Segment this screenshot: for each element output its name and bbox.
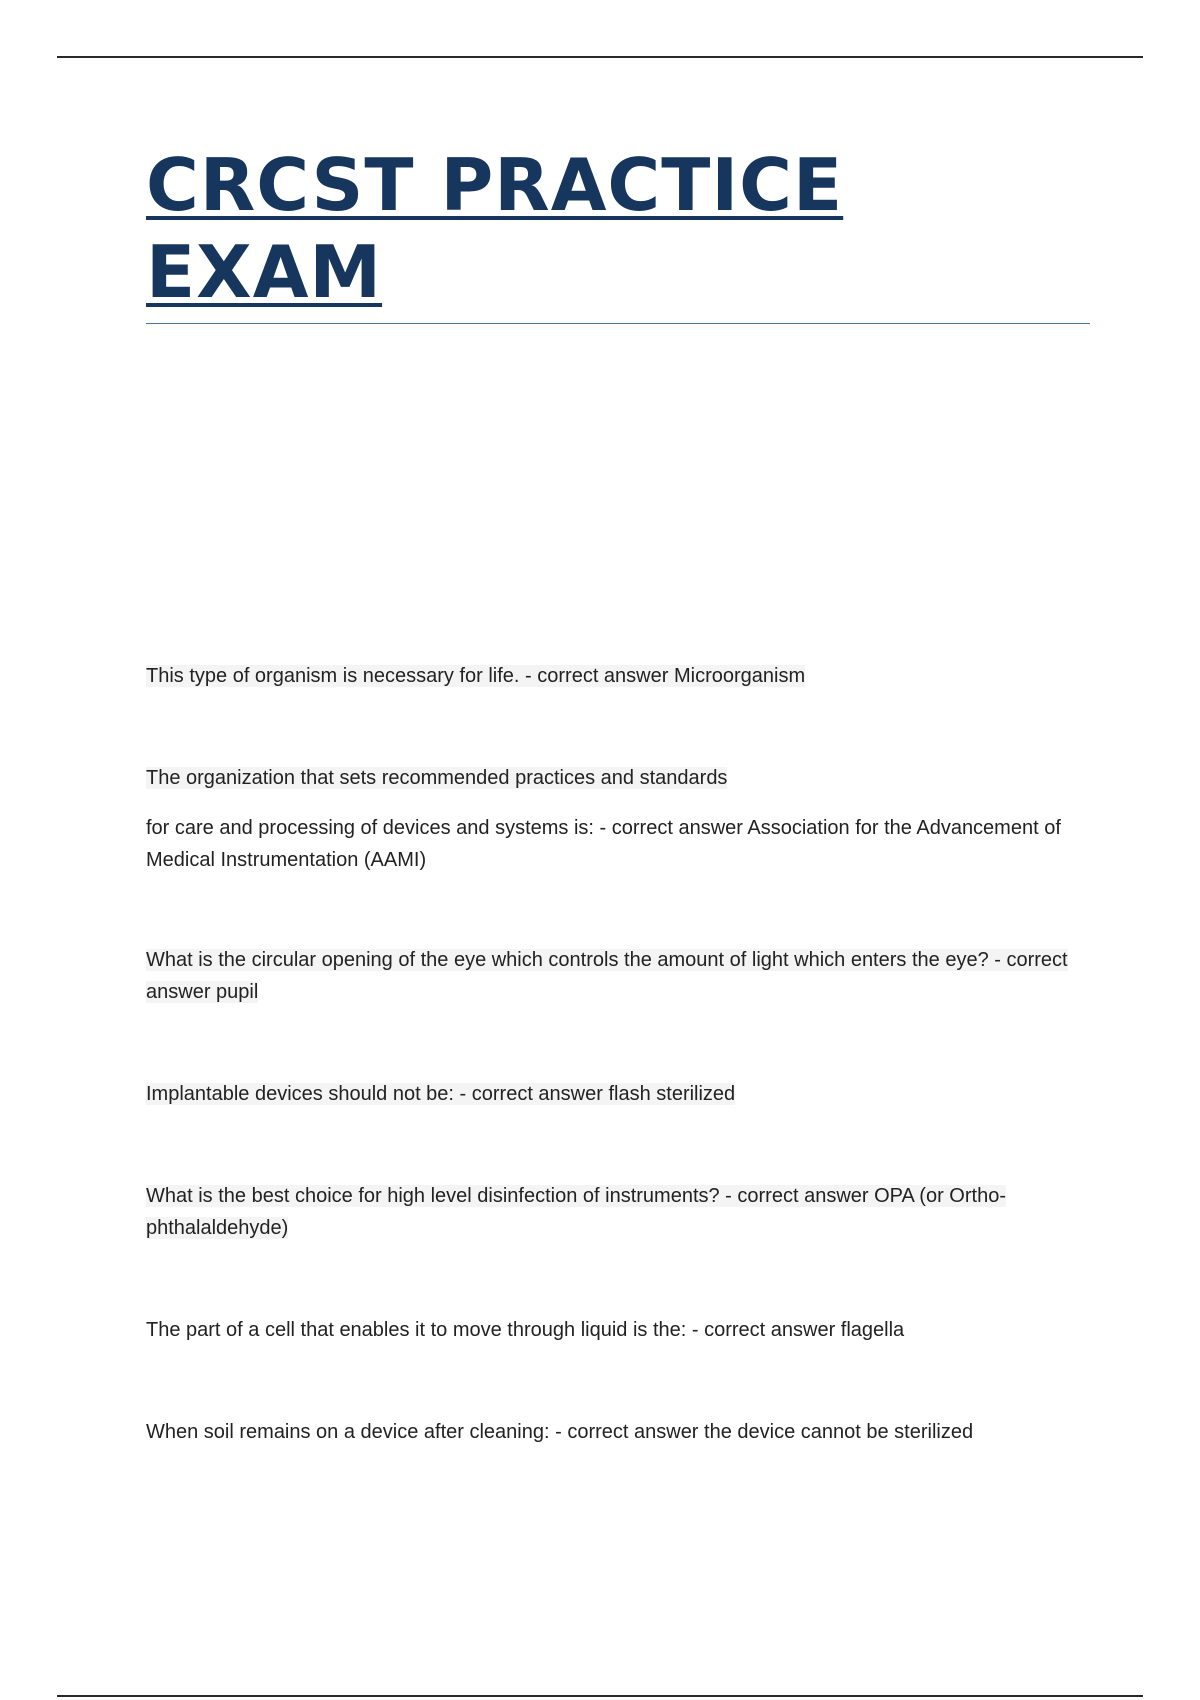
page-bottom-rule	[57, 1695, 1143, 1697]
qa-item-2-part-1	[146, 762, 1086, 794]
qa-item-6	[146, 1314, 1086, 1346]
title-block	[146, 142, 1090, 316]
qa-item-2-part-2	[146, 812, 1086, 876]
document-title	[146, 142, 1090, 316]
qa-item-2-text-part-2: for care and processing of devices and systems is: - correct answer Association for the Advancement of Medical Instrumentation (AAMI)	[146, 817, 1061, 871]
title-underline-rule	[146, 323, 1090, 324]
qa-item-5	[146, 1180, 1086, 1244]
qa-item-3	[146, 944, 1086, 1008]
qa-item-5-text: What is the best choice for high level disinfection of instruments? - correct answer OPA (or Ortho-phthalaldehyde)	[146, 1185, 1006, 1239]
qa-item-7-text: When soil remains on a device after cleaning: - correct answer the device cannot be sterilized	[146, 1421, 974, 1443]
qa-item-1	[146, 660, 1086, 692]
document-title-line-2: EXAM	[146, 230, 383, 314]
page-top-rule	[57, 56, 1143, 58]
qa-item-4	[146, 1078, 1086, 1110]
qa-item-7	[146, 1416, 1086, 1448]
qa-list	[146, 660, 1086, 1448]
qa-item-6-text: The part of a cell that enables it to move through liquid is the: - correct answer flagella	[146, 1319, 905, 1341]
qa-item-3-text: What is the circular opening of the eye which controls the amount of light which enters the eye? - correct answer pupil	[146, 949, 1068, 1003]
qa-item-4-text: Implantable devices should not be: - correct answer flash sterilized	[146, 1083, 736, 1105]
qa-item-1-text: This type of organism is necessary for life. - correct answer Microorganism	[146, 665, 806, 687]
qa-item-2-text-part-1: The organization that sets recommended practices and standards	[146, 767, 728, 789]
document-title-line-1: CRCST PRACTICE	[146, 143, 844, 227]
